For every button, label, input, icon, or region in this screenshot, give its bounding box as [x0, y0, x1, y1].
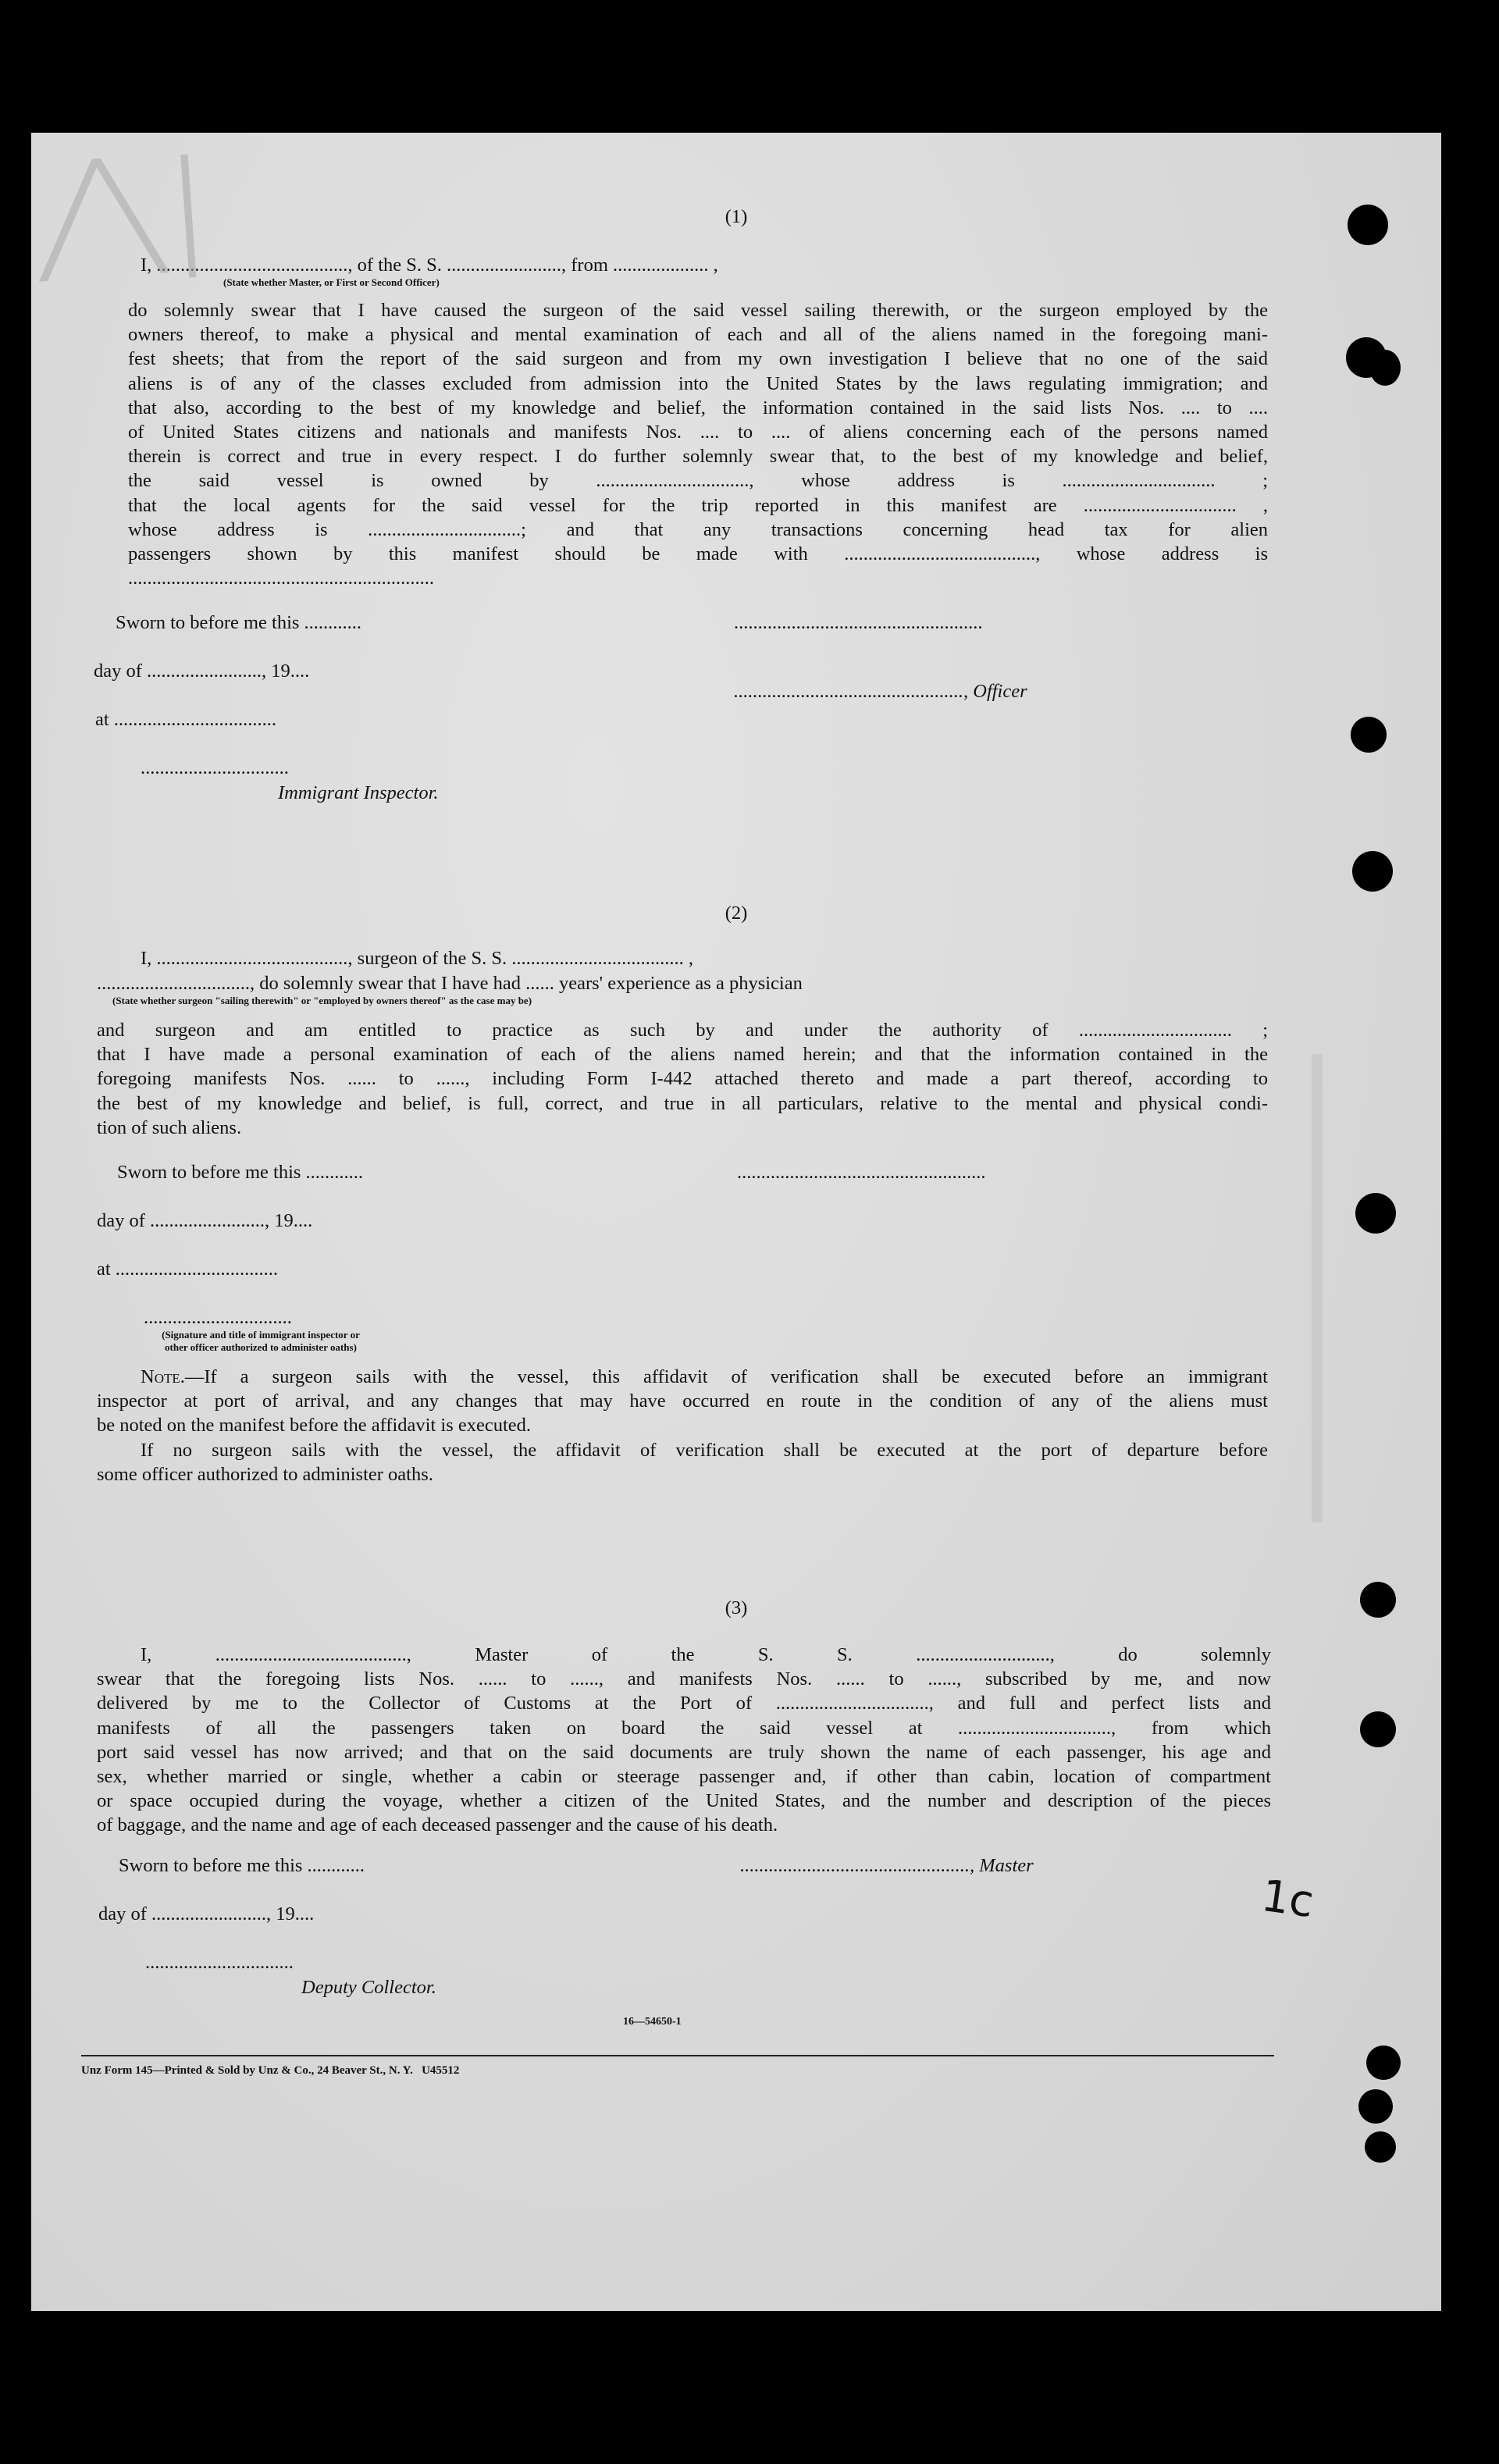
punch-hole — [1358, 2089, 1393, 2124]
document-page — [31, 133, 1441, 2311]
oath-line: fest sheets; that from the report of the said surgeon and from my own investigation I believe that no one of the said — [128, 348, 1268, 370]
oath-line: manifests of all the passengers taken on board the said vessel at ................................, from which — [97, 1717, 1271, 1739]
handwritten-mark: 1c — [1258, 1870, 1317, 1928]
section2-first-line: I, ........................................, surgeon of the S. S. .................................... , — [141, 948, 693, 969]
oath-line: whose address is ................................; and that any transactions concerning head tax for alien — [128, 518, 1268, 540]
oath-line: of United States citizens and nationals and manifests Nos. .... to .... of aliens concerning each of the persons named — [128, 421, 1268, 443]
oath-line: ................................................................ — [128, 568, 434, 589]
note-label: Note. — [141, 1366, 185, 1387]
note-line — [97, 1365, 1268, 1389]
section1-inspector-title: Immigrant Inspector. — [278, 782, 439, 803]
section2-sworn: Sworn to before me this ............ — [117, 1162, 364, 1183]
section2-signature-note-1: (Signature and title of immigrant inspector or — [162, 1329, 360, 1341]
section2-day-of: day of ........................, 19.... — [97, 1210, 313, 1231]
oath-line: passengers shown by this manifest should be made with ........................................, whose address is — [128, 543, 1268, 564]
note-text: —If a surgeon sails with the vessel, this affidavit of verification shall be executed before an immigrant — [184, 1366, 1268, 1387]
section3-collector-signature: ............................... — [145, 1952, 294, 1973]
section1-inspector-signature: ............................... — [141, 757, 289, 778]
section1-officer-line: ................................................, Officer — [734, 681, 1027, 702]
section1-at: at .................................. — [95, 709, 277, 730]
section2-second-line: ................................, do solemnly swear that I have had ...... years' experience as a physician — [97, 973, 803, 994]
punch-hole — [1365, 2131, 1396, 2163]
punch-hole — [1351, 717, 1387, 753]
oath-line: the best of my knowledge and belief, is full, correct, and true in all particulars, relative to the mental and physical condi- — [97, 1092, 1268, 1114]
oath-line: that the local agents for the said vessel for the trip reported in this manifest are ................................ , — [128, 494, 1268, 516]
punch-hole — [1366, 2046, 1401, 2080]
note-line: If no surgeon sails with the vessel, the affidavit of verification shall be executed at the port of departure before — [141, 1439, 1268, 1461]
oath-line: therein is correct and true in every respect. I do further solemnly swear that, to the best of my knowledge and belief, — [128, 446, 1268, 468]
section2-second-line-note: (State whether surgeon "sailing therewith" or "employed by owners thereof" as the case may be) — [112, 995, 532, 1006]
oath-line: tion of such aliens. — [97, 1116, 242, 1138]
section2-note-paragraph — [97, 1365, 1268, 1487]
section3-day-of: day of ........................, 19.... — [98, 1903, 315, 1925]
section1-oath-paragraph — [128, 298, 1268, 590]
oath-line: aliens is of any of the classes excluded from admission into the United States by the laws regulating immigration; and — [128, 372, 1268, 394]
section1-number: (1) — [725, 206, 748, 227]
oath-line: foregoing manifests Nos. ...... to ......, including Form I-442 attached thereto and made a part thereof, according to — [97, 1068, 1268, 1090]
oath-line: that also, according to the best of my knowledge and belief, the information contained in the said lists Nos. .... to .... — [128, 397, 1268, 418]
oath-line: and surgeon and am entitled to practice as such by and under the authority of ................................ ; — [97, 1020, 1268, 1041]
section2-signature-dots: ............................... — [144, 1307, 292, 1328]
note-line: some officer authorized to administer oaths. — [97, 1463, 433, 1485]
oath-line: do solemnly swear that I have caused the surgeon of the said vessel sailing therewith, or the surgeon employed by the — [128, 300, 1268, 321]
section2-oath-paragraph — [97, 1018, 1268, 1140]
oath-line: that I have made a personal examination of each of the aliens named herein; and that the information contained in the — [97, 1044, 1268, 1066]
bleed-through-mark: ╱╲│ — [35, 151, 229, 280]
section2-at: at .................................. — [97, 1259, 279, 1280]
footer-rule — [81, 2055, 1274, 2056]
section2-signature-line: .................................................... — [737, 1162, 986, 1183]
section3-master-line: ................................................, Master — [740, 1855, 1034, 1876]
punch-hole — [1352, 851, 1393, 892]
oath-line: delivered by me to the Collector of Customs at the Port of ................................, and full and perfect lists and — [97, 1693, 1271, 1714]
section1-signature-line: .................................................... — [734, 612, 983, 633]
oath-line: sex, whether married or single, whether a cabin or steerage passenger and, if other than cabin, location of compartment — [97, 1765, 1271, 1787]
oath-line: I, ........................................, Master of the S. S. ............................, do solemnly — [141, 1644, 1271, 1665]
punch-hole — [1360, 1582, 1396, 1618]
section1-sworn: Sworn to before me this ............ — [116, 612, 362, 633]
form-code: 16—54650-1 — [623, 2016, 682, 2028]
footer-imprint: Unz Form 145—Printed & Sold by Unz & Co., 24 Beaver St., N. Y. U45512 — [81, 2064, 460, 2077]
oath-line: swear that the foregoing lists Nos. ...... to ......, and manifests Nos. ...... to ......, subscribed by me, and now — [97, 1668, 1271, 1690]
oath-line: or space occupied during the voyage, whether a citizen of the United States, and the number and description of the pieces — [97, 1790, 1271, 1812]
section3-oath-paragraph — [97, 1643, 1271, 1838]
section3-collector-title: Deputy Collector. — [301, 1977, 436, 1998]
section2-number: (2) — [725, 903, 748, 924]
section1-day-of: day of ........................, 19.... — [94, 661, 310, 682]
note-line: be noted on the manifest before the affidavit is executed. — [97, 1415, 532, 1437]
section3-number: (3) — [725, 1597, 748, 1618]
note-line: inspector at port of arrival, and any changes that may have occurred en route in the condition of any of the aliens must — [97, 1390, 1268, 1412]
section1-first-line-note: (State whether Master, or First or Second Officer) — [223, 276, 440, 288]
bleed-through-column — [1312, 1054, 1369, 1522]
section1-first-line: I, ........................................, of the S. S. ........................, from .................... , — [141, 255, 718, 276]
oath-line: port said vessel has now arrived; and that on the said documents are truly shown the name of each passenger, his age and — [97, 1741, 1271, 1763]
punch-hole — [1355, 1193, 1396, 1234]
section3-sworn: Sworn to before me this ............ — [119, 1855, 365, 1876]
oath-line: owners thereof, to make a physical and mental examination of each and all of the aliens named in the foregoing mani- — [128, 324, 1268, 346]
section2-signature-note-2: other officer authorized to administer oaths) — [165, 1341, 357, 1353]
punch-hole — [1348, 205, 1388, 245]
oath-line: of baggage, and the name and age of each deceased passenger and the cause of his death. — [97, 1814, 778, 1836]
punch-hole — [1369, 350, 1401, 386]
oath-line: the said vessel is owned by ................................, whose address is ................................ ; — [128, 470, 1268, 492]
punch-hole — [1360, 1711, 1396, 1747]
